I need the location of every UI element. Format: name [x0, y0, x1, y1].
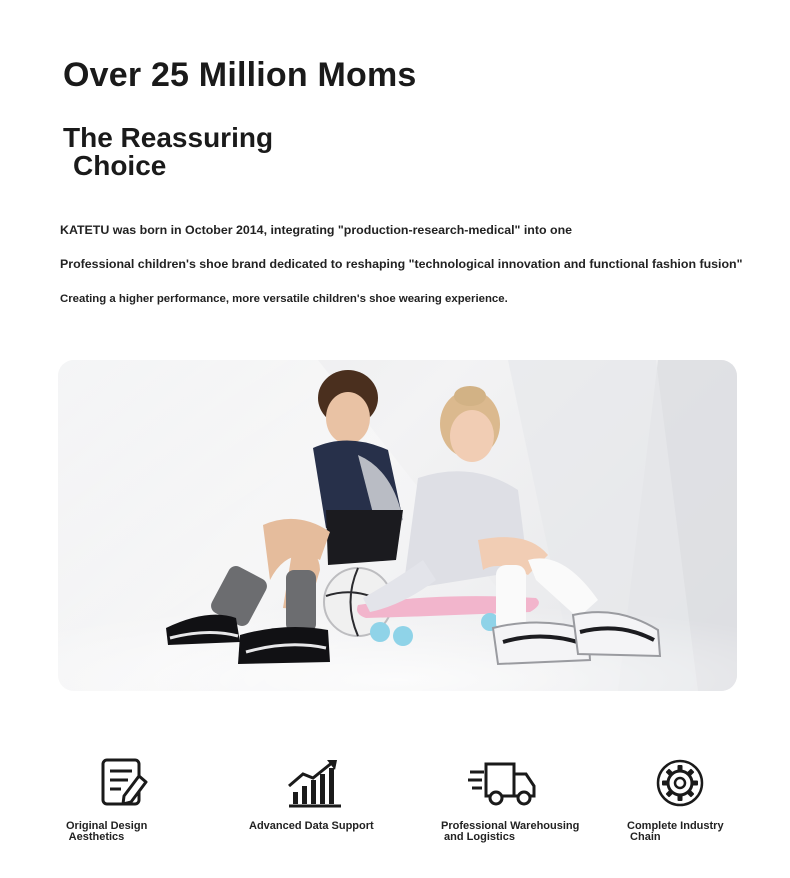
feature-label-line-1: Complete Industry	[627, 820, 724, 832]
feature-label-line-1: Original Design	[66, 820, 148, 832]
feature-label-line-2: Aesthetics	[66, 831, 125, 843]
subheadline-line-2: Choice	[73, 150, 167, 181]
feature-label-industry-chain	[627, 821, 724, 843]
description-line-3: Creating a higher performance, more versatile children's shoe wearing experience.	[60, 293, 508, 305]
description-line-1: KATETU was born in October 2014, integrating "production-research-medical" into one	[60, 223, 573, 237]
feature-label-line-2: and Logistics	[441, 831, 515, 843]
description-line-2: Professional children's shoe brand dedicated to reshaping "technological innovation and functional fashion fusion"	[60, 257, 743, 271]
headline: Over 25 Million Moms	[63, 56, 417, 94]
feature-label-warehousing-logistics	[441, 821, 579, 843]
subheadline	[63, 124, 273, 180]
feature-label-line-2: Chain	[627, 831, 661, 843]
feature-label-data-support	[249, 821, 374, 832]
feature-label-line-1: Advanced Data Support	[249, 820, 374, 832]
feature-label-original-design	[66, 821, 147, 843]
hero-photo-kids-on-skateboard	[58, 360, 737, 691]
hero-illustration	[58, 360, 737, 691]
subheadline-line-1: The Reassuring	[63, 122, 274, 153]
feature-list	[0, 756, 790, 856]
feature-label-line-1: Professional Warehousing	[441, 820, 580, 832]
